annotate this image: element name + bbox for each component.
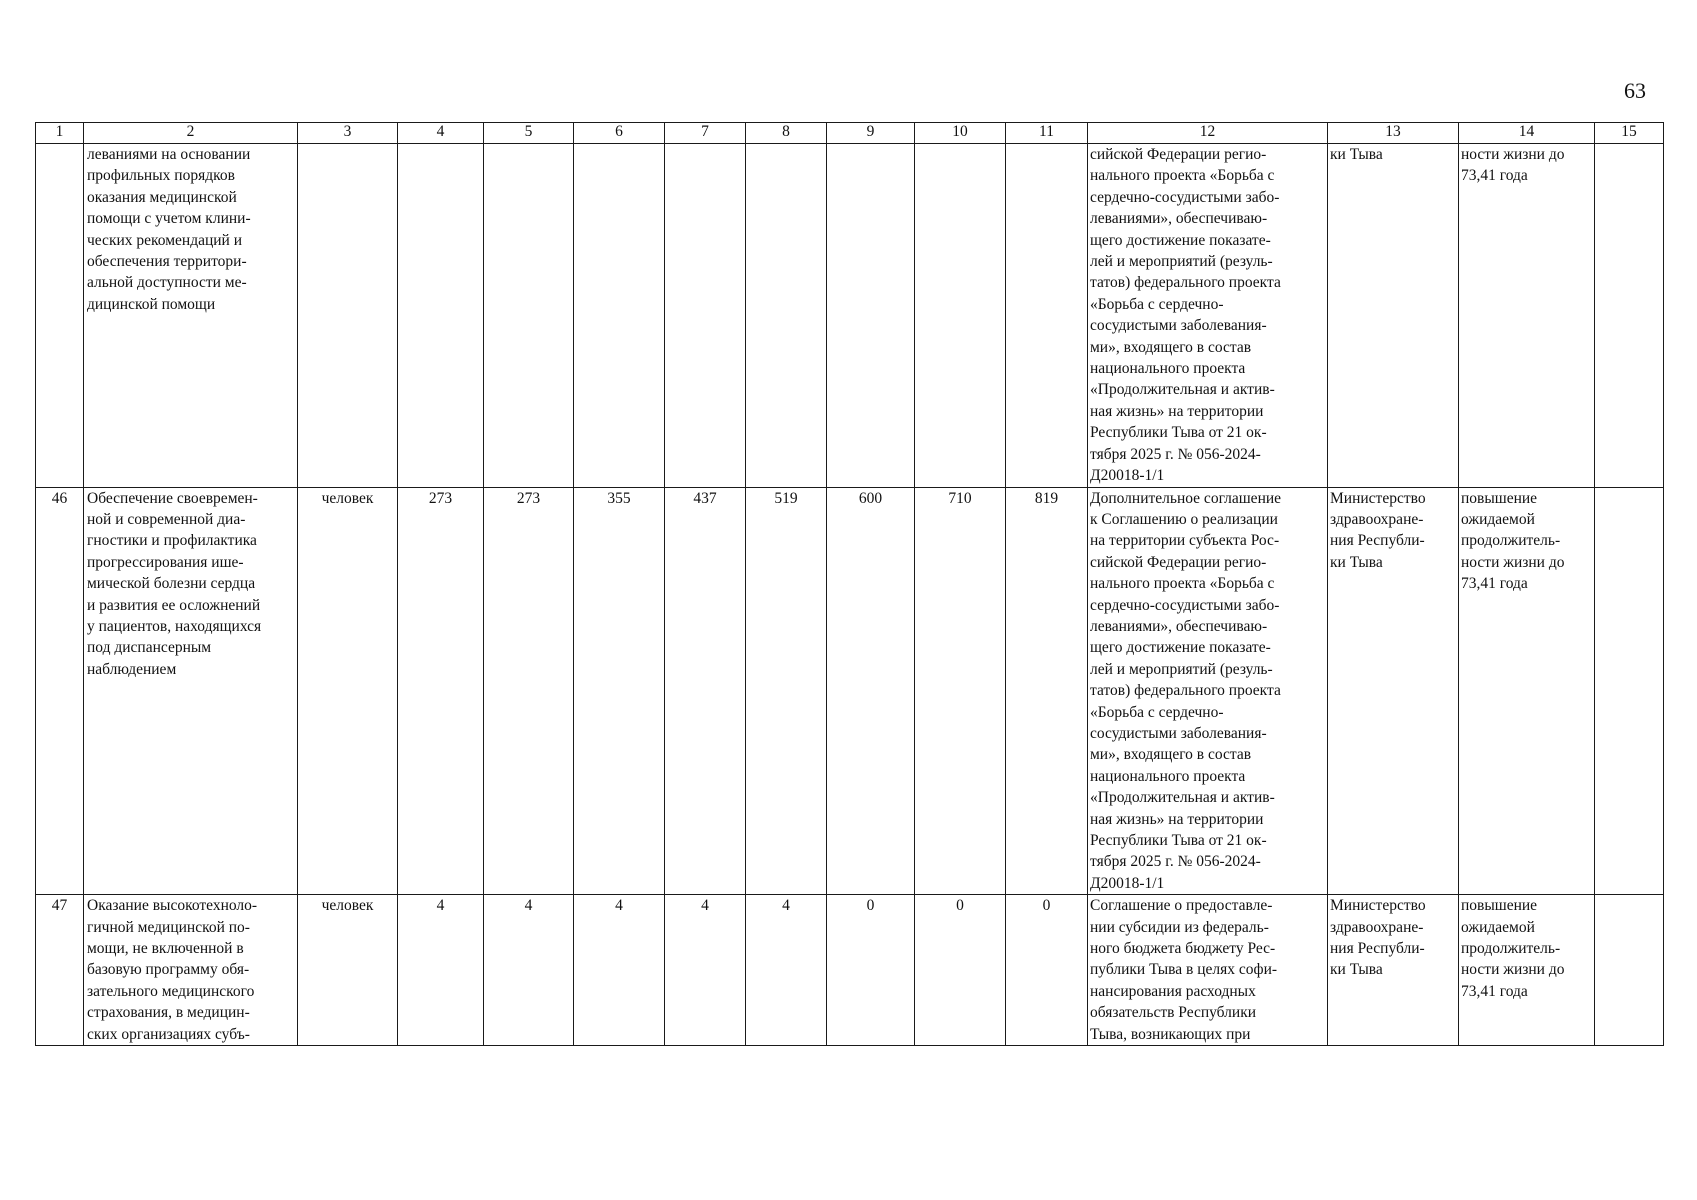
column-header: 5: [484, 123, 574, 144]
column-header: 13: [1328, 123, 1459, 144]
table-row: [36, 144, 1664, 488]
value-cell: 600: [827, 487, 915, 895]
column-header: 2: [84, 123, 298, 144]
table-row: [36, 895, 1664, 1046]
empty-cell: [1595, 895, 1664, 1046]
program-activities-table: [35, 122, 1664, 1046]
value-cell: [484, 144, 574, 488]
column-header: 10: [915, 123, 1006, 144]
activity-name-cell: леваниями на основании профильных порядков оказания медицинской помощи с учетом клини- ческих рекомендаций и обеспечения территори- альной доступности ме- дицинской помощи: [84, 144, 298, 488]
agreement-cell: Дополнительное соглашение к Соглашению о реализации на территории субъекта Рос- сийской Федерации регио- нального проекта «Борьба с сердечно-сосудистыми забо- леваниями», обеспечиваю- щего достижение показате- лей и мероприятий (резуль- татов) федерального проекта «Борьба с сердечно- сосудистыми заболевания- ми», входящего в состав национального проекта «Продолжительная и актив- ная жизнь» на территории Республики Тыва от 21 ок- тября 2025 г. № 056-2024- Д20018-1/1: [1088, 487, 1328, 895]
value-cell: 710: [915, 487, 1006, 895]
activity-name-cell: Оказание высокотехноло- гичной медицинской по- мощи, не включенной в базовую программу обя- зательного медицинского страхования, в медицин- ских организациях субъ-: [84, 895, 298, 1046]
column-header: 12: [1088, 123, 1328, 144]
unit-cell: человек: [298, 895, 398, 1046]
empty-cell: [1595, 487, 1664, 895]
result-cell: ности жизни до 73,41 года: [1459, 144, 1595, 488]
empty-cell: [1595, 144, 1664, 488]
unit-cell: [298, 144, 398, 488]
column-header: 3: [298, 123, 398, 144]
activity-name-cell: Обеспечение своевремен- ной и современной диа- гностики и профилактика прогрессирования ише- мической болезни сердца и развития ее осложнений у пациентов, находящихся под диспансерным наблюдением: [84, 487, 298, 895]
agreement-cell: сийской Федерации регио- нального проекта «Борьба с сердечно-сосудистыми забо- леваниями», обеспечиваю- щего достижение показате- лей и мероприятий (резуль- татов) федерального проекта «Борьба с сердечно- сосудистыми заболевания- ми», входящего в состав национального проекта «Продолжительная и актив- ная жизнь» на территории Республики Тыва от 21 ок- тября 2025 г. № 056-2024- Д20018-1/1: [1088, 144, 1328, 488]
column-header: 8: [746, 123, 827, 144]
value-cell: [574, 144, 665, 488]
unit-cell: человек: [298, 487, 398, 895]
value-cell: 355: [574, 487, 665, 895]
value-cell: 4: [746, 895, 827, 1046]
page-number: 63: [1624, 78, 1646, 103]
value-cell: [1006, 144, 1088, 488]
column-header: 9: [827, 123, 915, 144]
value-cell: 4: [398, 895, 484, 1046]
column-header: 4: [398, 123, 484, 144]
column-header: 7: [665, 123, 746, 144]
column-header: 11: [1006, 123, 1088, 144]
responsible-cell: ки Тыва: [1328, 144, 1459, 488]
header-row: [36, 123, 1664, 144]
value-cell: 0: [915, 895, 1006, 1046]
value-cell: 0: [1006, 895, 1088, 1046]
value-cell: 4: [574, 895, 665, 1046]
value-cell: 519: [746, 487, 827, 895]
responsible-cell: Министерство здравоохране- ния Республи- ки Тыва: [1328, 895, 1459, 1046]
value-cell: [746, 144, 827, 488]
value-cell: 0: [827, 895, 915, 1046]
column-header: 15: [1595, 123, 1664, 144]
column-header: 14: [1459, 123, 1595, 144]
value-cell: 273: [484, 487, 574, 895]
responsible-cell: Министерство здравоохране- ния Республи- ки Тыва: [1328, 487, 1459, 895]
value-cell: 819: [1006, 487, 1088, 895]
row-number-cell: [36, 144, 84, 488]
row-number-cell: 46: [36, 487, 84, 895]
value-cell: [398, 144, 484, 488]
table-row: [36, 487, 1664, 895]
value-cell: 273: [398, 487, 484, 895]
column-header: 1: [36, 123, 84, 144]
result-cell: повышение ожидаемой продолжитель- ности жизни до 73,41 года: [1459, 487, 1595, 895]
value-cell: [827, 144, 915, 488]
value-cell: 4: [665, 895, 746, 1046]
value-cell: [665, 144, 746, 488]
row-number-cell: 47: [36, 895, 84, 1046]
value-cell: [915, 144, 1006, 488]
result-cell: повышение ожидаемой продолжитель- ности жизни до 73,41 года: [1459, 895, 1595, 1046]
value-cell: 4: [484, 895, 574, 1046]
agreement-cell: Соглашение о предоставле- нии субсидии из федераль- ного бюджета бюджету Рес- публики Тыва в целях софи- нансирования расходных обязательств Республики Тыва, возникающих при: [1088, 895, 1328, 1046]
column-header: 6: [574, 123, 665, 144]
value-cell: 437: [665, 487, 746, 895]
